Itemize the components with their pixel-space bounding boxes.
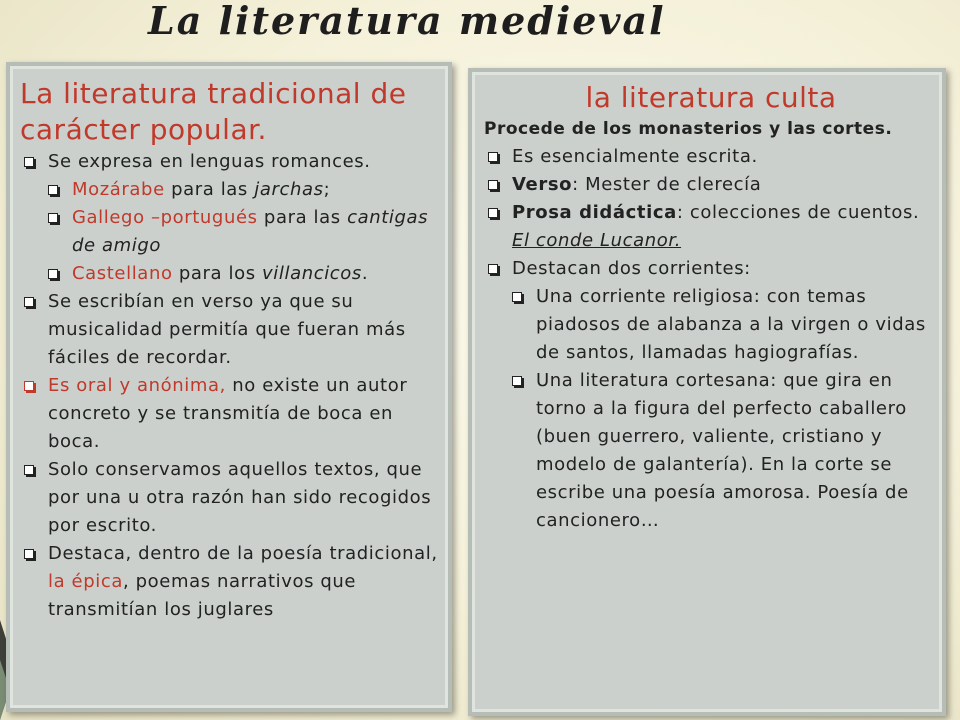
list-item bbox=[484, 143, 932, 171]
list-item bbox=[20, 176, 440, 204]
panel-heading-traditional: La literatura tradicional de carácter popular. bbox=[20, 77, 407, 146]
item-text: Una corriente religiosa: con temas piadosos de alabanza a la virgen o vidas de santos, llamadas hagiografías. bbox=[536, 286, 926, 363]
item-text: El conde Lucanor. bbox=[512, 230, 682, 251]
square-bullet-icon bbox=[48, 269, 58, 279]
list-item bbox=[20, 204, 440, 260]
list-item bbox=[484, 199, 932, 255]
item-text: Destaca, dentro de la poesía tradicional, bbox=[48, 543, 438, 564]
square-bullet-icon bbox=[48, 213, 58, 223]
square-bullet-icon bbox=[512, 376, 522, 386]
item-text: : colecciones de cuentos. bbox=[676, 202, 920, 223]
item-text: Destacan dos corrientes: bbox=[512, 258, 751, 279]
square-bullet-icon bbox=[24, 157, 34, 167]
list-item bbox=[20, 260, 440, 288]
item-text: Es oral y anónima, bbox=[48, 375, 226, 396]
item-text: Prosa didáctica bbox=[512, 202, 677, 223]
item-text: Castellano bbox=[72, 263, 173, 284]
item-text: no existe un autor concreto y se transmitía de boca en boca. bbox=[48, 375, 408, 452]
square-bullet-icon bbox=[488, 180, 498, 190]
list-item bbox=[484, 171, 932, 199]
list-item bbox=[484, 367, 932, 535]
learned-intro-text: Procede de los monasterios y las cortes. bbox=[484, 119, 893, 139]
list-item bbox=[20, 456, 440, 540]
item-text: : Mester de clerecía bbox=[572, 174, 762, 195]
square-bullet-icon bbox=[512, 292, 522, 302]
item-text: cantigas de amigo bbox=[72, 207, 429, 256]
panel-traditional-literature bbox=[6, 62, 452, 712]
item-text: . bbox=[361, 263, 369, 284]
learned-item-list bbox=[484, 143, 932, 535]
item-text: Es esencialmente escrita. bbox=[512, 146, 758, 167]
square-bullet-icon bbox=[488, 264, 498, 274]
list-item bbox=[484, 283, 932, 367]
square-bullet-icon bbox=[24, 465, 34, 475]
item-text: Mozárabe bbox=[72, 179, 165, 200]
item-text: para las bbox=[164, 179, 255, 200]
square-bullet-icon bbox=[24, 297, 34, 307]
traditional-item-list bbox=[20, 148, 440, 624]
item-text: Una literatura cortesana: que gira en torno a la figura del perfecto caballero (buen guerrero, valiente, cristiano y modelo de galantería). En la corte se escribe una poesía amorosa. Poesía de cancionero… bbox=[536, 370, 909, 531]
item-text: Se expresa en lenguas romances. bbox=[48, 151, 371, 172]
item-text: , poemas narrativos que transmitían los juglares bbox=[48, 571, 357, 620]
item-text: Gallego –portugués bbox=[72, 207, 258, 228]
list-item bbox=[20, 372, 440, 456]
item-text: Se escribían en verso ya que su musicalidad permitía que fueran más fáciles de recordar. bbox=[48, 291, 406, 368]
list-item bbox=[20, 148, 440, 176]
item-text: para las bbox=[257, 207, 348, 228]
panel-heading-learned: la literatura culta bbox=[585, 81, 837, 114]
item-text: para los bbox=[172, 263, 263, 284]
item-text: ; bbox=[323, 179, 331, 200]
list-item bbox=[20, 288, 440, 372]
slide-title: La literatura medieval bbox=[148, 0, 666, 43]
item-text: la épica bbox=[48, 571, 123, 592]
square-bullet-icon bbox=[48, 185, 58, 195]
square-bullet-icon bbox=[24, 549, 34, 559]
item-text: villancicos bbox=[262, 263, 362, 284]
square-bullet-icon bbox=[488, 152, 498, 162]
item-text: Solo conservamos aquellos textos, que por una u otra razón han sido recogidos por escrito. bbox=[48, 459, 432, 536]
list-item bbox=[484, 255, 932, 283]
list-item bbox=[20, 540, 440, 624]
square-bullet-icon bbox=[488, 208, 498, 218]
panel-learned-literature bbox=[468, 68, 946, 716]
item-text: Verso bbox=[512, 174, 573, 195]
item-text: jarchas bbox=[254, 179, 324, 200]
square-bullet-icon bbox=[24, 381, 34, 391]
